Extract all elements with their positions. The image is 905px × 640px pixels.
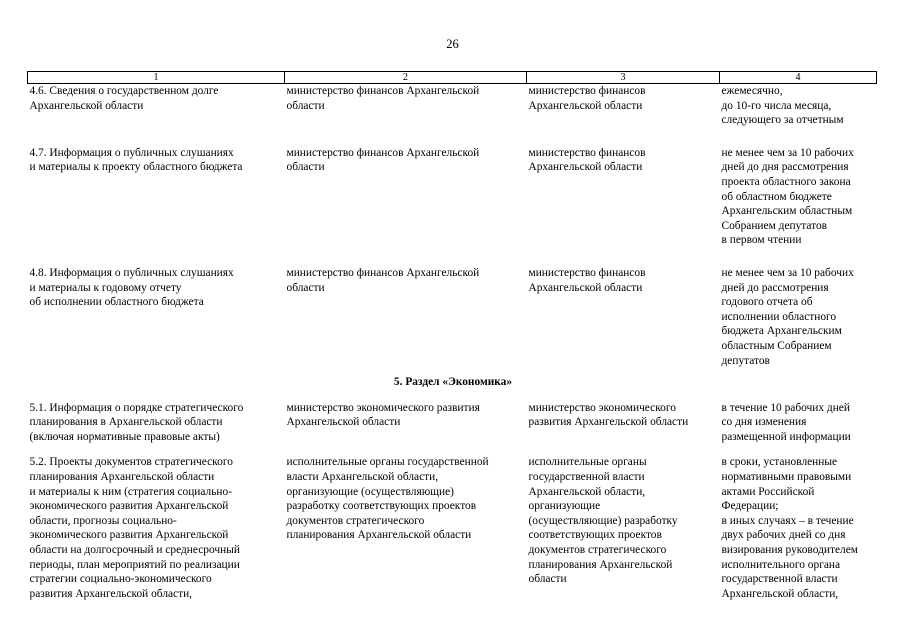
cell-line: в первом чтении bbox=[721, 234, 802, 247]
cell-line: следующего за отчетным bbox=[721, 114, 844, 127]
cell-line: министерство финансов bbox=[528, 146, 646, 159]
table-cell-c2 bbox=[285, 455, 527, 601]
table-cell-c3 bbox=[527, 146, 720, 248]
cell-line: депутатов bbox=[721, 354, 770, 367]
table-cell-c1 bbox=[28, 266, 285, 368]
cell-line: области bbox=[286, 281, 325, 294]
cell-line: области bbox=[286, 161, 325, 174]
row-spacer bbox=[28, 248, 877, 266]
table-cell-c1 bbox=[28, 84, 285, 128]
table-row bbox=[28, 401, 877, 445]
cell-line: министерство финансов Архангельской bbox=[286, 266, 480, 279]
cell-line: соответствующих проектов bbox=[528, 529, 662, 542]
cell-line: министерство экономического развития bbox=[286, 401, 480, 414]
cell-line: 5.1. Информация о порядке стратегического bbox=[29, 401, 244, 414]
table-cell-c1 bbox=[28, 401, 285, 445]
cell-line: годового отчета об bbox=[721, 296, 813, 309]
table-row bbox=[28, 84, 877, 128]
cell-line: в иных случаях – в течение bbox=[721, 514, 854, 527]
table-cell-c4 bbox=[720, 455, 877, 601]
cell-line: Архангельской области bbox=[528, 99, 643, 112]
cell-line: планирования Архангельской области bbox=[286, 529, 472, 542]
cell-line: со дня изменения bbox=[721, 416, 807, 429]
cell-line: министерство финансов bbox=[528, 85, 646, 97]
row-spacer bbox=[28, 368, 877, 375]
cell-line: не менее чем за 10 рабочих bbox=[721, 266, 854, 279]
cell-line: документов стратегического bbox=[286, 514, 425, 527]
cell-line: планирования Архангельской области bbox=[29, 471, 215, 484]
cell-line: развития Архангельской области bbox=[528, 416, 689, 429]
cell-line: государственной власти bbox=[721, 573, 838, 586]
cell-line: министерство финансов Архангельской bbox=[286, 85, 480, 97]
cell-line: визирования руководителем bbox=[721, 544, 858, 557]
column-number: 4 bbox=[720, 72, 877, 84]
cell-line: исполнительные органы государственной bbox=[286, 456, 489, 469]
cell-line: 4.8. Информация о публичных слушаниях bbox=[29, 266, 234, 279]
table-cell-c2 bbox=[285, 266, 527, 368]
row-spacer-cell bbox=[28, 390, 877, 401]
cell-line: проекта областного закона bbox=[721, 175, 851, 188]
cell-line: области на долгосрочный и среднесрочный bbox=[29, 544, 240, 557]
table-cell-c2 bbox=[285, 146, 527, 248]
cell-line: Архангельским областным bbox=[721, 205, 853, 218]
cell-line: Архангельской области, bbox=[528, 485, 646, 498]
cell-line: государственной власти bbox=[528, 471, 645, 484]
cell-line: министерство экономического bbox=[528, 401, 676, 414]
table-cell-c4 bbox=[720, 266, 877, 368]
table-cell-c1 bbox=[28, 455, 285, 601]
table-cell-c3 bbox=[527, 455, 720, 601]
cell-line: документов стратегического bbox=[528, 544, 667, 557]
table-cell-c2 bbox=[285, 84, 527, 128]
cell-line: Архангельской области bbox=[528, 281, 643, 294]
cell-line: области, прогнозы социально- bbox=[29, 514, 177, 527]
section-heading-row bbox=[28, 375, 877, 390]
cell-line: разработку соответствующих проектов bbox=[286, 500, 477, 513]
cell-line: Собранием депутатов bbox=[721, 219, 828, 232]
cell-line: 4.7. Информация о публичных слушаниях bbox=[29, 146, 234, 159]
cell-line: нормативными правовыми bbox=[721, 471, 852, 484]
cell-line: организующие bbox=[528, 500, 601, 513]
cell-line: дней до рассмотрения bbox=[721, 281, 829, 294]
cell-line: не менее чем за 10 рабочих bbox=[721, 146, 854, 159]
cell-line: исполнительные органы bbox=[528, 456, 647, 469]
cell-line: дней до дня рассмотрения bbox=[721, 161, 849, 174]
cell-line: периоды, план мероприятий по реализации bbox=[29, 558, 240, 571]
cell-line: Архангельской области bbox=[528, 161, 643, 174]
table-cell-c3 bbox=[527, 84, 720, 128]
cell-line: и материалы к проекту областного бюджета bbox=[29, 161, 243, 174]
table-cell-c4 bbox=[720, 146, 877, 248]
cell-line: в сроки, установленные bbox=[721, 456, 838, 469]
row-spacer-cell bbox=[28, 368, 877, 375]
cell-line: до 10-го числа месяца, bbox=[721, 99, 832, 112]
column-number: 2 bbox=[285, 72, 527, 84]
row-spacer bbox=[28, 128, 877, 146]
cell-line: в течение 10 рабочих дней bbox=[721, 401, 850, 414]
row-spacer-cell bbox=[28, 128, 877, 146]
cell-line: власти Архангельской области, bbox=[286, 471, 439, 484]
cell-line: двух рабочих дней со дня bbox=[721, 529, 846, 542]
cell-line: 5.2. Проекты документов стратегического bbox=[29, 456, 233, 469]
cell-line: Архангельской области, bbox=[721, 587, 839, 600]
cell-line: (включая нормативные правовые акты) bbox=[29, 430, 220, 443]
cell-line: стратегии социально-экономического bbox=[29, 573, 212, 586]
table-row bbox=[28, 455, 877, 601]
row-spacer-cell bbox=[28, 248, 877, 266]
table-cell-c4 bbox=[720, 84, 877, 128]
cell-line: об областном бюджете bbox=[721, 190, 832, 203]
cell-line: и материалы к ним (стратегия социально- bbox=[29, 485, 233, 498]
section-heading: 5. Раздел «Экономика» bbox=[393, 376, 513, 389]
row-spacer bbox=[28, 444, 877, 455]
cell-line: актами Российской bbox=[721, 485, 815, 498]
page-number: 26 bbox=[446, 37, 459, 51]
table-cell-c4 bbox=[720, 401, 877, 445]
cell-line: министерство финансов Архангельской bbox=[286, 146, 480, 159]
table-cell-c2 bbox=[285, 401, 527, 445]
row-spacer bbox=[28, 390, 877, 401]
cell-line: исполнении областного bbox=[721, 310, 837, 323]
cell-line: экономического развития Архангельской bbox=[29, 529, 229, 542]
cell-line: организующие (осуществляющие) bbox=[286, 485, 454, 498]
table-cell-c3 bbox=[527, 266, 720, 368]
document-table bbox=[27, 71, 877, 601]
column-number: 3 bbox=[527, 72, 720, 84]
cell-line: Федерации; bbox=[721, 500, 779, 513]
table-cell-c1 bbox=[28, 146, 285, 248]
cell-line: об исполнении областного бюджета bbox=[29, 296, 204, 309]
cell-line: бюджета Архангельским bbox=[721, 325, 842, 338]
cell-line: области bbox=[528, 573, 567, 586]
cell-line: размещенной информации bbox=[721, 430, 851, 443]
row-spacer-cell bbox=[28, 444, 877, 455]
cell-line: министерство финансов bbox=[528, 266, 646, 279]
cell-line: (осуществляющие) разработку bbox=[528, 514, 678, 527]
table-row bbox=[28, 266, 877, 368]
cell-line: области bbox=[286, 99, 325, 112]
cell-line: развития Архангельской области, bbox=[29, 587, 193, 600]
cell-line: Архангельской области bbox=[29, 99, 144, 112]
table-row bbox=[28, 146, 877, 248]
cell-line: и материалы к годовому отчету bbox=[29, 281, 182, 294]
cell-line: ежемесячно, bbox=[721, 85, 783, 97]
column-number: 1 bbox=[28, 72, 285, 84]
cell-line: Архангельской области bbox=[286, 416, 401, 429]
cell-line: областным Собранием bbox=[721, 339, 832, 352]
cell-line: планирования Архангельской bbox=[528, 558, 673, 571]
cell-line: исполнительного органа bbox=[721, 558, 841, 571]
column-number-row bbox=[28, 72, 877, 84]
cell-line: 4.6. Сведения о государственном долге bbox=[29, 85, 219, 97]
table-cell-c3 bbox=[527, 401, 720, 445]
cell-line: экономического развития Архангельской bbox=[29, 500, 229, 513]
cell-line: планирования в Архангельской области bbox=[29, 416, 223, 429]
